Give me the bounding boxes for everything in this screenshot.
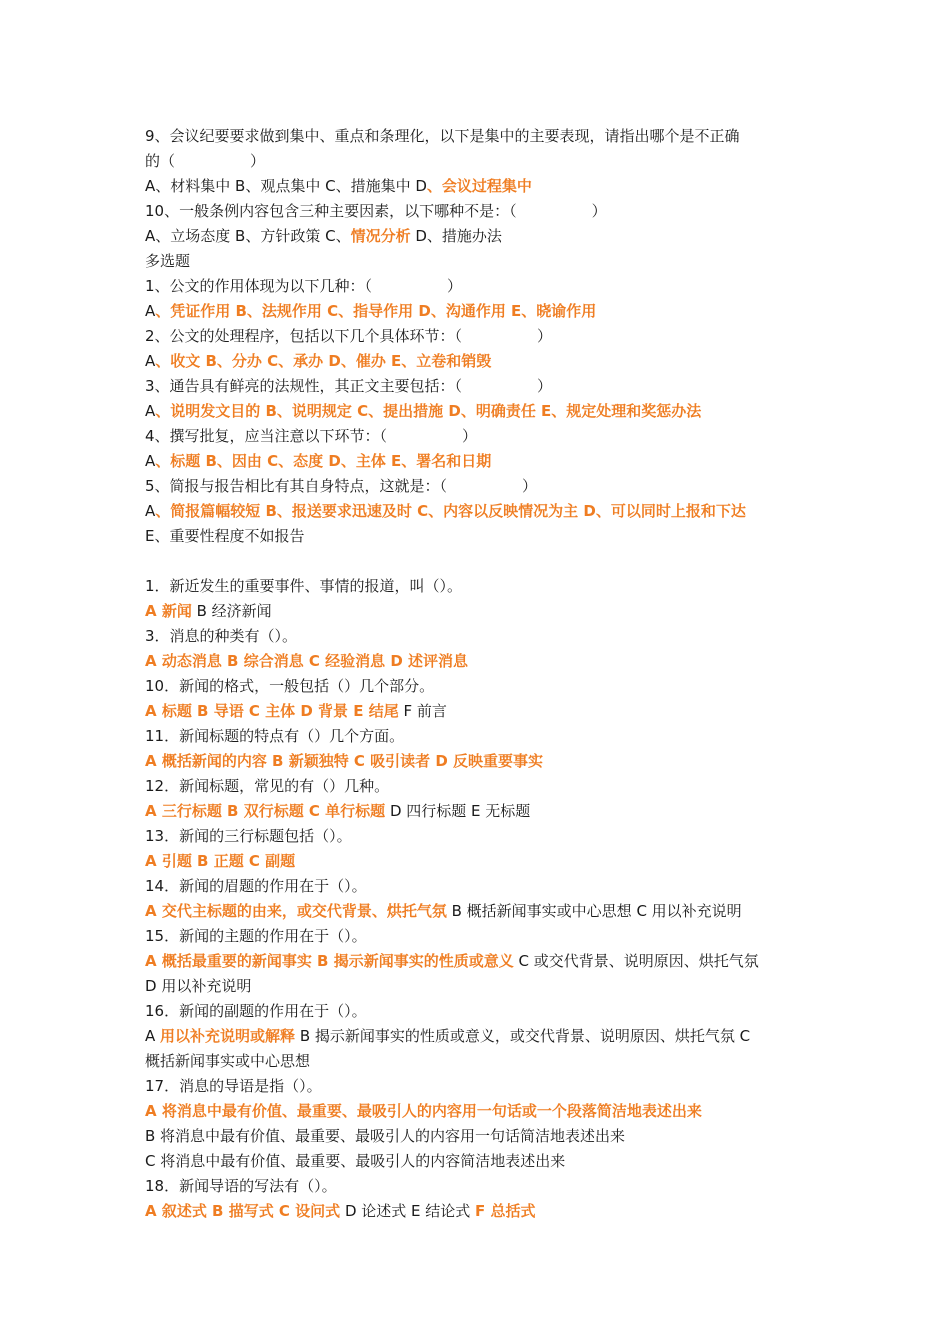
text-line — [145, 874, 825, 899]
text-line — [145, 724, 825, 749]
text-line — [145, 124, 825, 149]
text-line — [145, 924, 825, 949]
text-segment: A — [145, 302, 156, 320]
text-line — [145, 1199, 825, 1224]
answer-highlight: A 动态消息 B 综合消息 C 经验消息 D 述评消息 — [145, 652, 469, 670]
text-line — [145, 374, 825, 399]
text-line — [145, 1174, 825, 1199]
answer-highlight: 情况分析 — [350, 227, 411, 245]
text-line — [145, 299, 825, 324]
text-line — [145, 1149, 825, 1174]
text-segment: A — [145, 402, 156, 420]
text-segment: D 四行标题 E 无标题 — [385, 802, 531, 820]
text-segment: 概括新闻事实或中心思想 — [145, 1052, 311, 1070]
text-segment: A — [145, 502, 156, 520]
text-line — [145, 849, 825, 874]
answer-highlight: A 概括新闻的内容 B 新颖独特 C 吸引读者 D 反映重要事实 — [145, 752, 544, 770]
answer-highlight: 、会议过程集中 — [426, 177, 532, 195]
text-segment: 11．新闻标题的特点有（）几个方面。 — [145, 727, 405, 745]
text-line — [145, 624, 825, 649]
text-segment: D 论述式 E 结论式 — [340, 1202, 476, 1220]
text-segment: 3．消息的种类有（）。 — [145, 627, 298, 645]
answer-highlight: A 三行标题 B 双行标题 C 单行标题 — [145, 802, 386, 820]
text-line — [145, 799, 825, 824]
text-segment: B 经济新闻 — [191, 602, 272, 620]
answer-highlight: A 交代主标题的由来，或交代背景、烘托气氛 — [145, 902, 447, 920]
text-segment: 1．新近发生的重要事件、事情的报道，叫（）。 — [145, 577, 463, 595]
answer-highlight: 、凭证作用 B、法规作用 C、指导作用 D、沟通作用 E、晓谕作用 — [155, 302, 597, 320]
text-line — [145, 974, 825, 999]
text-line — [145, 424, 825, 449]
answer-highlight: 、简报篇幅较短 B、报送要求迅速及时 C、内容以反映情况为主 D、可以同时上报和下达 — [155, 502, 746, 520]
text-line — [145, 224, 825, 249]
text-segment: 3、通告具有鲜亮的法规性，其正文主要包括：（ ） — [145, 377, 553, 395]
text-line — [145, 149, 825, 174]
text-segment: 2、公文的处理程序，包括以下几个具体环节：（ ） — [145, 327, 553, 345]
answer-highlight: 、标题 B、因由 C、态度 D、主体 E、署名和日期 — [155, 452, 492, 470]
answer-highlight: 用以补充说明或解释 — [160, 1027, 296, 1045]
text-line — [145, 749, 825, 774]
text-line — [145, 824, 825, 849]
answer-highlight: A 叙述式 B 描写式 C 设问式 — [145, 1202, 341, 1220]
answer-highlight: A 将消息中最有价值、最重要、最吸引人的内容用一句话或一个段落简洁地表述出来 — [145, 1102, 702, 1120]
text-line — [145, 949, 825, 974]
text-segment: 14．新闻的眉题的作用在于（）。 — [145, 877, 367, 895]
text-line — [145, 999, 825, 1024]
text-line — [145, 1099, 825, 1124]
text-segment: 18．新闻导语的写法有（）。 — [145, 1177, 337, 1195]
text-line — [145, 674, 825, 699]
text-segment: A、立场态度 B、方针政策 C、 — [145, 227, 351, 245]
text-segment: F 前言 — [398, 702, 447, 720]
answer-highlight: 、收文 B、分办 C、承办 D、催办 E、立卷和销毁 — [155, 352, 492, 370]
answer-highlight: A 新闻 — [145, 602, 192, 620]
text-line — [145, 399, 825, 424]
answer-highlight: A 概括最重要的新闻事实 B 揭示新闻事实的性质或意义 — [145, 952, 514, 970]
text-segment: 1、公文的作用体现为以下几种：（ ） — [145, 277, 463, 295]
text-line — [145, 1049, 825, 1074]
text-line — [145, 574, 825, 599]
text-segment: 多选题 — [145, 252, 191, 270]
text-segment: 15．新闻的主题的作用在于（）。 — [145, 927, 367, 945]
text-line — [145, 1024, 825, 1049]
text-segment: C 或交代背景、说明原因、烘托气氛 — [513, 952, 759, 970]
text-line — [145, 349, 825, 374]
text-segment: 的（ ） — [145, 152, 266, 170]
text-segment: B 概括新闻事实或中心思想 C 用以补充说明 — [446, 902, 742, 920]
text-segment: 10、一般条例内容包含三种主要因素，以下哪种不是：（ ） — [145, 202, 607, 220]
text-segment: 4、撰写批复，应当注意以下环节：（ ） — [145, 427, 478, 445]
text-segment: A — [145, 352, 156, 370]
answer-highlight: A 引题 B 正题 C 副题 — [145, 852, 296, 870]
answer-highlight: A 标题 B 导语 C 主体 D 背景 E 结尾 — [145, 702, 399, 720]
text-line — [145, 174, 825, 199]
text-line — [145, 1124, 825, 1149]
text-segment: D、措施办法 — [410, 227, 502, 245]
text-line — [145, 274, 825, 299]
text-segment: 17．消息的导语是指（）。 — [145, 1077, 322, 1095]
text-segment: D 用以补充说明 — [145, 977, 252, 995]
text-line — [145, 699, 825, 724]
text-line — [145, 774, 825, 799]
text-line — [145, 324, 825, 349]
answer-highlight: 、说明发文目的 B、说明规定 C、提出措施 D、明确责任 E、规定处理和奖惩办法 — [155, 402, 702, 420]
text-line — [145, 524, 825, 549]
text-segment: 5、简报与报告相比有其自身特点，这就是：（ ） — [145, 477, 538, 495]
text-segment: 13．新闻的三行标题包括（）。 — [145, 827, 352, 845]
text-segment: 12．新闻标题，常见的有（）几种。 — [145, 777, 390, 795]
text-segment: E、重要性程度不如报告 — [145, 527, 305, 545]
text-segment: 9、会议纪要要求做到集中、重点和条理化，以下是集中的主要表现，请指出哪个是不正确 — [145, 127, 740, 145]
text-line — [145, 1074, 825, 1099]
answer-highlight: F 总括式 — [475, 1202, 536, 1220]
text-line — [145, 449, 825, 474]
text-line — [145, 599, 825, 624]
text-line — [145, 474, 825, 499]
text-line — [145, 249, 825, 274]
text-line — [145, 499, 825, 524]
text-segment: C 将消息中最有价值、最重要、最吸引人的内容简洁地表述出来 — [145, 1152, 566, 1170]
text-segment: A、材料集中 B、观点集中 C、措施集中 D — [145, 177, 427, 195]
text-segment: B 将消息中最有价值、最重要、最吸引人的内容用一句话简洁地表述出来 — [145, 1127, 626, 1145]
document-body — [145, 124, 825, 1224]
text-segment: 16．新闻的副题的作用在于（）。 — [145, 1002, 367, 1020]
text-segment: B 揭示新闻事实的性质或意义，或交代背景、说明原因、烘托气氛 C — [295, 1027, 751, 1045]
text-line — [145, 899, 825, 924]
text-line — [145, 649, 825, 674]
text-line — [145, 199, 825, 224]
text-segment: 10．新闻的格式，一般包括（）几个部分。 — [145, 677, 435, 695]
text-segment: A — [145, 1027, 161, 1045]
blank-line — [145, 549, 825, 574]
text-segment: A — [145, 452, 156, 470]
